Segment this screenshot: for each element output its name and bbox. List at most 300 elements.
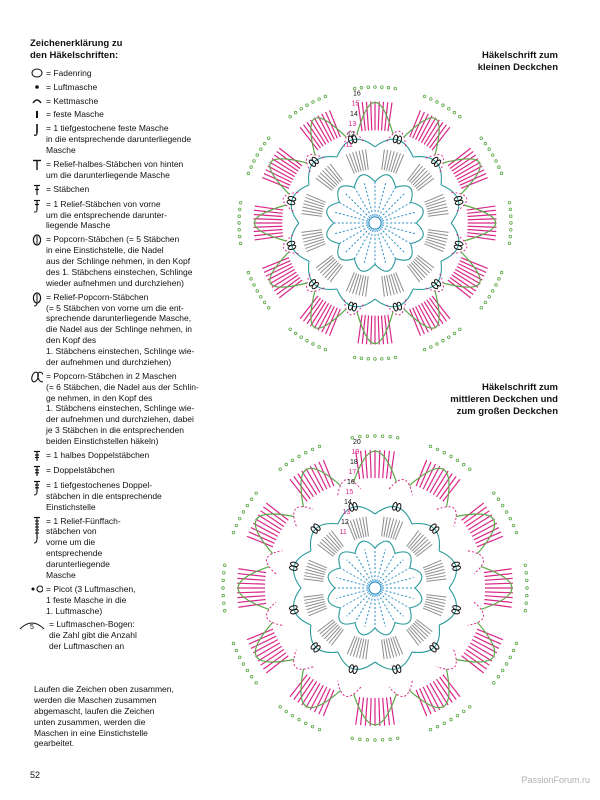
fan-stitch — [382, 640, 385, 660]
spoke-stitch — [382, 212, 415, 221]
picot-stitch — [367, 86, 370, 89]
picot-stitch — [279, 468, 282, 471]
connect-chain — [266, 602, 282, 625]
picot-stitch — [306, 339, 309, 342]
petal-stitch — [254, 226, 283, 227]
picot-stitch — [488, 295, 491, 298]
picot-stitch — [442, 104, 445, 107]
picot-stitch — [387, 86, 390, 89]
inner-arch — [355, 541, 375, 553]
legend-item — [30, 109, 225, 120]
legend-item — [30, 371, 225, 447]
picot-stitch — [285, 463, 288, 466]
picot-stitch — [381, 739, 384, 742]
small-chart-title: Häkelschrift zum kleinen Deckchen — [477, 50, 558, 73]
picot-stitch — [450, 718, 453, 721]
fan-stitch — [426, 239, 446, 245]
petal-stitch — [237, 578, 265, 580]
mid-arch — [439, 551, 456, 588]
picot-stitch — [508, 201, 511, 204]
picot-stitch — [443, 722, 446, 725]
fan-stitch — [304, 201, 324, 207]
inner-arch — [354, 175, 375, 188]
mid-arch — [337, 289, 375, 307]
inner-arch — [355, 623, 375, 635]
legend-heading: Zeichenerklärung zu den Häkelschriften: — [30, 38, 123, 61]
picot-stitch — [250, 498, 253, 501]
picot-stitch — [247, 271, 250, 274]
petal-stitch — [468, 219, 497, 220]
connect-chain — [451, 192, 466, 211]
picot-stitch — [250, 675, 253, 678]
picot-stitch — [238, 656, 241, 659]
picot-stitch — [469, 706, 472, 709]
picot-stitch — [374, 739, 377, 742]
inner-arch — [411, 223, 424, 244]
picot-stitch — [304, 451, 307, 454]
inner-arch — [410, 568, 422, 588]
picot-stitch — [525, 572, 528, 575]
spoke-stitch — [380, 228, 404, 252]
round-label: 20 — [353, 439, 361, 446]
legend-item-text: = Doppelstäbchen — [46, 464, 115, 475]
picot-stitch — [318, 445, 321, 448]
round-label: 19 — [351, 449, 360, 456]
connect-chain — [294, 507, 314, 527]
legend-item-text: = Luftmaschen-Bogen: die Zahl gibt die Anzahl der Luftmaschen an — [49, 619, 137, 652]
inner-arch — [411, 202, 424, 223]
fan-stitch — [391, 152, 397, 172]
picot-stitch — [359, 435, 362, 438]
spoke-stitch — [346, 228, 370, 252]
fan-stitch — [366, 276, 369, 296]
connect-chain — [451, 235, 466, 254]
picot-stitch — [238, 208, 241, 211]
fan-stitch — [413, 623, 428, 636]
round-label: 14 — [350, 110, 358, 118]
legend-item-text: = 1 Relief-Stäbchen von vorne um die entsprechende darunter- liegende Masche — [46, 198, 167, 231]
fan-stitch — [320, 259, 335, 273]
spoke-stitch — [380, 194, 404, 218]
fan-stitch — [427, 595, 447, 598]
connect-chain — [389, 681, 412, 697]
picot-stitch — [279, 706, 282, 709]
petal-stitch — [383, 698, 385, 726]
picot-stitch — [235, 649, 238, 652]
fan-stitch — [353, 152, 359, 172]
petal-stitch — [370, 450, 371, 478]
connect-chain — [468, 551, 484, 574]
chain-arch-icon — [18, 619, 46, 631]
round-label: 11 — [339, 529, 347, 536]
fan-stitch — [382, 517, 385, 537]
picot-stitch — [255, 682, 258, 685]
picot-stitch — [493, 682, 496, 685]
picot-stitch — [298, 455, 301, 458]
petal-stitch — [383, 450, 385, 478]
picot-stitch — [324, 95, 327, 98]
center-ring — [369, 582, 381, 594]
petal-stitch — [378, 316, 379, 345]
picot-stitch — [389, 435, 392, 438]
spoke-stitch — [347, 593, 370, 616]
connect-chain — [389, 479, 412, 495]
picot-stitch — [238, 215, 241, 218]
picot-stitch — [256, 290, 259, 293]
inner-arch — [375, 623, 395, 635]
connect-chain — [437, 650, 457, 670]
legend-item — [30, 516, 225, 581]
fan-stitch — [415, 173, 430, 187]
petal-stitch — [452, 275, 476, 291]
picot-stitch — [491, 154, 494, 157]
legend-item — [30, 82, 225, 93]
picot-stitch — [491, 290, 494, 293]
chain-dot-icon — [30, 82, 43, 92]
legend-item — [30, 465, 225, 477]
picot-stitch — [289, 115, 292, 118]
petal-stitch — [279, 280, 302, 298]
mid-arch — [338, 652, 375, 669]
picot-stitch — [505, 663, 508, 666]
fan-stitch — [415, 259, 430, 273]
watermark: PassionForum.ru — [521, 775, 590, 785]
mid-arch — [439, 588, 456, 625]
connect-chain — [338, 681, 361, 697]
petal-stitch — [300, 127, 318, 150]
picot-stitch — [453, 332, 456, 335]
page-number: 52 — [30, 770, 41, 780]
picot-stitch — [250, 166, 253, 169]
fan-stitch — [326, 535, 339, 550]
picot-stitch — [459, 115, 462, 118]
inner-arch — [375, 259, 396, 272]
picot-stitch — [380, 86, 383, 89]
legend-item-text: = 1 Relief-Fünffach- stäbchen von vorne um die entsprechende darunterliegende Masche — [46, 515, 121, 580]
legend-item-text: = Popcorn-Stäbchen (= 5 Stäbchen in eine Einstichstelle, die Nadel aus der Schlinge nehmen, in den Kopf des 1. Stäbchens einstechen, Schlinge wieder aufnehmen und durchziehen) — [46, 234, 193, 288]
picot-stitch — [239, 242, 242, 245]
legend-item — [30, 619, 225, 652]
round-label: 12 — [341, 519, 349, 526]
fan-stitch — [412, 537, 426, 551]
picot-stitch — [497, 498, 500, 501]
picot-stitch — [484, 301, 487, 304]
legend-item — [30, 184, 225, 196]
petal-stitch — [274, 155, 298, 171]
picot-stitch — [267, 137, 270, 140]
picot-stitch — [304, 722, 307, 725]
picot-stitch — [508, 242, 511, 245]
picot-stitch — [459, 328, 462, 331]
mid-arch — [375, 652, 412, 669]
petal-stitch — [365, 450, 367, 478]
picot-stitch — [289, 328, 292, 331]
large-chart-title: Häkelschrift zum mittleren Deckchen und zum großen Deckchen — [450, 382, 558, 417]
picot-stitch — [501, 669, 504, 672]
petal-stitch — [370, 698, 371, 726]
connect-chain — [468, 602, 484, 625]
legend-item-text: = 1 tiefgestochenes Doppel- stäbchen in die entsprechende Einstichstelle — [46, 479, 162, 512]
picot-stitch — [495, 284, 498, 287]
fan-stitch — [410, 626, 423, 641]
spoke-stitch — [335, 225, 368, 234]
picot-stitch — [238, 228, 241, 231]
picot-stitch — [389, 738, 392, 741]
picot-stitch — [505, 511, 508, 514]
picot-stitch — [442, 339, 445, 342]
picot-stitch — [381, 435, 384, 438]
picot-stitch — [509, 215, 512, 218]
picot-stitch — [524, 609, 527, 612]
spoke-stitch — [380, 593, 403, 616]
legend-item — [30, 292, 225, 368]
picot-stitch — [324, 348, 327, 351]
connect-chain — [266, 551, 282, 574]
inner-arch — [328, 588, 340, 608]
picot-stitch — [430, 98, 433, 101]
picot-stitch — [512, 649, 515, 652]
large-doily-chart — [222, 435, 529, 742]
picot-stitch — [423, 95, 426, 98]
picot-stitch — [300, 107, 303, 110]
picot-stitch — [253, 160, 256, 163]
petal-stitch — [379, 698, 380, 726]
mid-arch — [441, 185, 459, 223]
petal-stitch — [452, 155, 476, 171]
picot-stitch — [500, 271, 503, 274]
petal-stitch — [371, 316, 372, 345]
picot-stitch — [246, 669, 249, 672]
connect-chain — [294, 650, 314, 670]
picot-stitch — [443, 451, 446, 454]
picot-stitch — [396, 436, 399, 439]
legend-item — [30, 123, 225, 156]
round-label: 15 — [345, 489, 354, 496]
legend-list — [30, 68, 225, 652]
picot-stitch — [524, 564, 527, 567]
fan-stitch — [324, 625, 338, 639]
spoke-stitch — [364, 183, 373, 216]
picot-stitch — [259, 148, 262, 151]
spoke-stitch — [377, 549, 386, 581]
petal-stitch — [237, 592, 265, 593]
connect-chain — [387, 131, 406, 146]
fan-stitch — [382, 149, 385, 169]
petal-stitch — [485, 596, 513, 598]
petal-stitch — [274, 275, 298, 291]
legend-item-text: = Relief-halbes-Stäbchen von hinten um die darunterliegende Masche — [46, 158, 184, 180]
petal-stitch — [448, 148, 471, 166]
fan-stitch — [324, 537, 338, 551]
spike-single-crochet-icon — [30, 123, 43, 137]
fan-stitch — [428, 230, 448, 233]
round-label: 14 — [344, 499, 352, 506]
legend-item — [30, 450, 225, 462]
picot-stitch — [250, 278, 253, 281]
petal-stitch — [448, 280, 471, 298]
fan-stitch — [391, 274, 397, 294]
fan-stitch — [382, 276, 385, 296]
fan-stitch — [413, 261, 428, 276]
fan-stitch — [427, 579, 447, 582]
fan-stitch — [428, 214, 448, 217]
mid-arch — [337, 139, 375, 157]
picot-stitch — [509, 228, 512, 231]
fan-stitch — [412, 625, 426, 639]
round-label: 17 — [348, 469, 357, 476]
picot-stitch — [509, 656, 512, 659]
slip-stitch-icon — [30, 96, 43, 106]
picot-stitch — [306, 104, 309, 107]
picot-stitch — [526, 579, 529, 582]
petal-stitch — [365, 698, 367, 726]
spoke-stitch — [382, 578, 414, 587]
fan-stitch — [366, 149, 369, 169]
picot-stitch — [515, 531, 518, 534]
fan-stitch — [323, 171, 338, 186]
small-doily-chart — [238, 86, 513, 361]
fan-stitch — [325, 168, 339, 183]
spoke-stitch — [377, 595, 386, 627]
petal-stitch — [485, 583, 513, 584]
legend-item — [30, 159, 225, 181]
picot-stitch — [430, 346, 433, 349]
picot-stitch — [238, 235, 241, 238]
fan-stitch — [301, 230, 321, 233]
picot-stitch — [509, 235, 512, 238]
picot-stitch — [462, 710, 465, 713]
picot-icon — [30, 584, 43, 594]
picot-stitch — [351, 737, 354, 740]
relief-half-double-icon — [30, 159, 43, 171]
picot-stitch — [238, 222, 241, 225]
picot-stitch — [374, 86, 377, 89]
petal-stitch — [485, 592, 513, 593]
picot-stitch — [480, 307, 483, 310]
fan-stitch — [366, 517, 369, 537]
spoke-stitch — [377, 230, 386, 263]
picot-stitch — [500, 172, 503, 175]
petal-stitch — [485, 578, 513, 580]
legend-item-text: = Kettmasche — [46, 95, 99, 106]
legend-item-text: = Luftmasche — [46, 81, 98, 92]
picot-stitch — [512, 524, 515, 527]
spoke-stitch — [380, 560, 403, 583]
fan-stitch — [304, 579, 324, 582]
spoke-stitch — [347, 560, 370, 583]
picot-stitch — [318, 98, 321, 101]
picot-stitch — [456, 714, 459, 717]
picot-stitch — [360, 86, 363, 89]
fan-stitch — [304, 595, 324, 598]
picot-stitch — [525, 602, 528, 605]
petal-stitch — [427, 300, 443, 324]
picot-stitch — [235, 524, 238, 527]
picot-stitch — [238, 517, 241, 520]
picot-stitch — [436, 101, 439, 104]
picot-stitch — [447, 336, 450, 339]
round-label: 18 — [350, 459, 358, 466]
mid-arch — [291, 223, 309, 261]
round-label: 16 — [353, 90, 361, 98]
picot-stitch — [493, 492, 496, 495]
fan-stitch — [304, 239, 324, 245]
picot-stitch — [263, 142, 266, 145]
spoke-stitch — [336, 590, 368, 599]
legend-item — [30, 584, 225, 617]
fan-stitch — [366, 640, 369, 660]
picot-stitch — [312, 101, 315, 104]
spike-treble-icon — [30, 480, 43, 496]
picot-stitch — [318, 728, 321, 731]
petal-stitch — [237, 583, 265, 584]
picot-stitch — [311, 448, 314, 451]
inner-arch — [354, 259, 375, 272]
picot-stitch — [374, 358, 377, 361]
fan-stitch — [325, 263, 339, 278]
spoke-stitch — [335, 212, 368, 221]
picot-stitch — [501, 504, 504, 507]
picot-stitch — [366, 739, 369, 742]
treble-icon — [30, 465, 43, 477]
fan-stitch — [326, 626, 339, 641]
petal-stitch — [237, 596, 265, 598]
center-ring — [369, 217, 381, 229]
spoke-stitch — [346, 194, 370, 218]
fan-stitch — [301, 214, 321, 217]
petal-stitch — [432, 296, 450, 319]
picot-stitch — [253, 284, 256, 287]
picot-stitch — [294, 111, 297, 114]
picot-stitch — [246, 504, 249, 507]
picot-stitch — [294, 332, 297, 335]
connect-chain — [387, 299, 406, 314]
fan-stitch — [320, 173, 335, 187]
picot-stitch — [291, 459, 294, 462]
relief-double-icon — [30, 199, 43, 213]
picot-stitch — [394, 87, 397, 90]
picot-stitch — [374, 435, 377, 438]
legend-item — [30, 234, 225, 288]
petal-stitch — [307, 300, 323, 324]
fan-stitch — [410, 535, 423, 550]
round-label: 16 — [347, 479, 355, 486]
picot-stitch — [311, 725, 314, 728]
symbol-legend — [30, 38, 225, 655]
petal-stitch — [378, 102, 379, 131]
picot-stitch — [239, 201, 242, 204]
legend-item-text: = Popcorn-Stäbchen in 2 Maschen (= 6 Stäbchen, die Nadel aus der Schlin- ge nehmen, in den Kopf des 1. Stäbchens einstechen, Schlinge wie- der aufnehmen und durchziehen, dabei je 3 Stäbchen in die entsprechenden beiden Einstichstellen häkeln) — [46, 370, 199, 446]
relief-quintuple-icon — [30, 516, 43, 544]
legend-item — [30, 199, 225, 232]
picot-stitch — [484, 142, 487, 145]
ring-icon — [30, 68, 43, 78]
picot-stitch — [359, 738, 362, 741]
picot-stitch — [263, 301, 266, 304]
mid-arch — [375, 289, 413, 307]
picot-stitch — [247, 172, 250, 175]
fan-stitch — [426, 201, 446, 207]
picot-stitch — [453, 111, 456, 114]
mid-arch — [375, 507, 412, 524]
picot-stitch — [242, 663, 245, 666]
petal-stitch — [300, 296, 318, 319]
round-label: 13 — [348, 121, 357, 129]
picot-stitch — [480, 137, 483, 140]
picot-stitch — [298, 718, 301, 721]
legend-item — [30, 480, 225, 513]
svg-text:5: 5 — [30, 624, 34, 632]
